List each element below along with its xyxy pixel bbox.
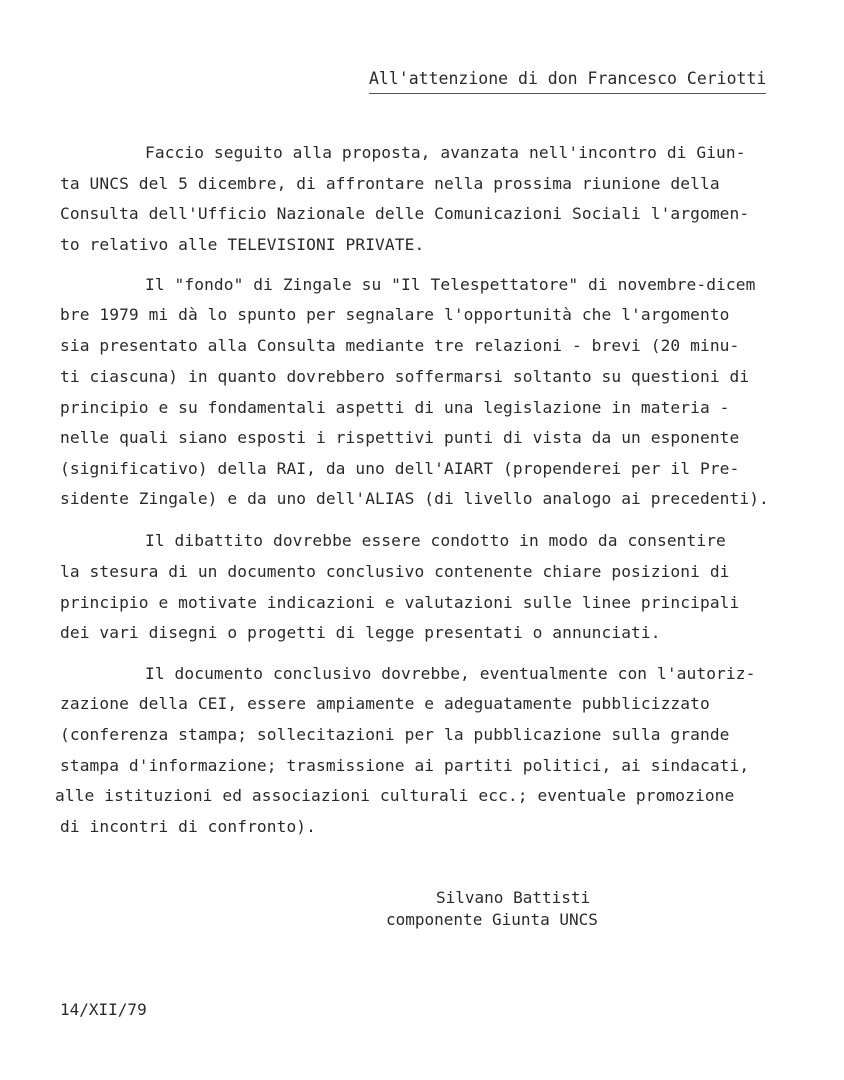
attention-line: All'attenzione di don Francesco Ceriotti [369,66,766,94]
paragraph-3-line-2: la stesura di un documento conclusivo contenente chiare posizioni di [60,562,730,581]
paragraph-4-line-5: alle istituzioni ed associazioni culturali ecc.; eventuale promozione [55,786,735,805]
paragraph-2-line-1: Il "fondo" di Zingale su "Il Telespettatore" di novembre-dicem [145,275,756,294]
paragraph-2-line-4: ti ciascuna) in quanto dovrebbero soffermarsi soltanto su questioni di [60,367,750,386]
document-date: 14/XII/79 [60,1000,147,1019]
paragraph-4-line-2: zazione della CEI, essere ampiamente e adeguatamente pubblicizzato [60,694,710,713]
paragraph-2-line-8: sidente Zingale) e da uno dell'ALIAS (di livello analogo ai precedenti). [60,489,769,508]
paragraph-1-line-1: Faccio seguito alla proposta, avanzata nell'incontro di Giun- [145,143,746,162]
paragraph-3-line-1: Il dibattito dovrebbe essere condotto in modo da consentire [145,531,726,550]
paragraph-4-line-3: (conferenza stampa; sollecitazioni per la pubblicazione sulla grande [60,725,730,744]
signature-role: componente Giunta UNCS [386,910,598,929]
paragraph-2-line-7: (significativo) della RAI, da uno dell'AIART (propenderei per il Pre- [60,459,740,478]
paragraph-2-line-5: principio e su fondamentali aspetti di una legislazione in materia - [60,398,730,417]
paragraph-2-line-3: sia presentato alla Consulta mediante tre relazioni - brevi (20 minu- [60,336,740,355]
paragraph-3-line-4: dei vari disegni o progetti di legge presentati o annunciati. [60,623,661,642]
paragraph-4-line-6: di incontri di confronto). [60,817,316,836]
paragraph-2-line-2: bre 1979 mi dà lo spunto per segnalare l'opportunità che l'argomento [60,305,730,324]
signature-name: Silvano Battisti [436,888,591,907]
paragraph-1-line-3: Consulta dell'Ufficio Nazionale delle Comunicazioni Sociali l'argomen- [60,204,750,223]
paragraph-3-line-3: principio e motivate indicazioni e valutazioni sulle linee principali [60,593,740,612]
paragraph-4-line-1: Il documento conclusivo dovrebbe, eventualmente con l'autoriz- [145,664,756,683]
paragraph-2-line-6: nelle quali siano esposti i rispettivi punti di vista da un esponente [60,428,740,447]
paragraph-4-line-4: stampa d'informazione; trasmissione ai partiti politici, ai sindacati, [60,756,750,775]
paragraph-1-line-4: to relativo alle TELEVISIONI PRIVATE. [60,235,425,254]
paragraph-1-line-2: ta UNCS del 5 dicembre, di affrontare nella prossima riunione della [60,174,720,193]
